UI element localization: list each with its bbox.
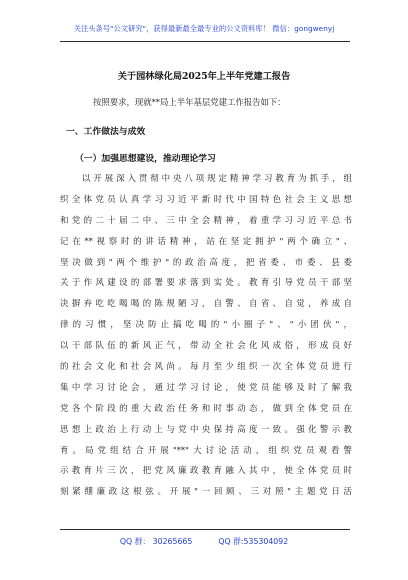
subsection-heading: （一）加强思想建设，推动理论学习: [75, 154, 216, 164]
body-paragraph: [60, 168, 352, 502]
footer: [0, 536, 408, 547]
paragraph-line: 织全体党员认真学习习近平新时代中国特色社会主义思想: [60, 193, 352, 204]
paragraph-line: 示教育片三次，把党风廉政教育融入其中，使全体党员时: [60, 465, 352, 476]
document-title: 关于园林绿化局2025年上半年党建工报告: [117, 71, 291, 82]
section-heading: 一、工作做法与成效: [66, 127, 146, 137]
intro-paragraph: 按照要求，现就**局上半年基层党建工作报告如下：: [93, 97, 286, 107]
paragraph-line: 律的习惯，坚决防止搞吃喝的"小圈子"、"小团伙"，: [60, 319, 352, 330]
header-divider: [60, 41, 350, 42]
paragraph-line: 以开展深入贯彻中央八项规定精神学习教育为抓手，组: [82, 173, 352, 183]
footer-divider: [60, 529, 350, 530]
footer-qq-group-2: QQ 群:535304092: [218, 537, 289, 546]
paragraph-line: 刻紧绷廉政这根弦。开展"一回顾、三对照"主题党日活: [60, 486, 352, 497]
paragraph-line: 集中学习讨论会，通过学习讨论，使党员能够及时了解我: [60, 381, 352, 392]
footer-qq-group-1: QQ 群： 30265665: [119, 537, 193, 546]
header-banner: 关注头条号"公文研究"，获得最新最全最专业的公文资料库！ 微信：gongwenyj: [73, 24, 335, 33]
paragraph-line: 育。局党组结合开展"**"大讨论活动，组织党员观看警: [60, 444, 352, 455]
paragraph-line: 以干部队伍的新风正气，带动全社会化风成俗，形成良好: [60, 340, 352, 351]
paragraph-line: 关于作风建设的部署要求落到实处。教育引导党员干部坚: [60, 277, 352, 288]
paragraph-line: 和党的二十届二中、三中全会精神，着重学习习近平总书: [60, 214, 352, 225]
paragraph-line: 记在**视察时的讲话精神，站在坚定拥护"两个确立"、: [60, 235, 352, 246]
paragraph-line: 的社会文化和社会风尚。每月至少组织一次全体党员进行: [60, 361, 352, 372]
paragraph-line: 党各个阶段的重大政治任务和时事动态，做到全体党员在: [60, 402, 352, 413]
paragraph-line: 坚决做到"两个维护"的政治高度，把省委、市委、县委: [60, 256, 352, 267]
paragraph-line: 决摒弃吃吃喝喝的陈规陋习，自警、自省、自觉，养成自: [60, 298, 352, 309]
paragraph-line: 思想上政治上行动上与党中央保持高度一致。强化警示教: [60, 423, 352, 434]
